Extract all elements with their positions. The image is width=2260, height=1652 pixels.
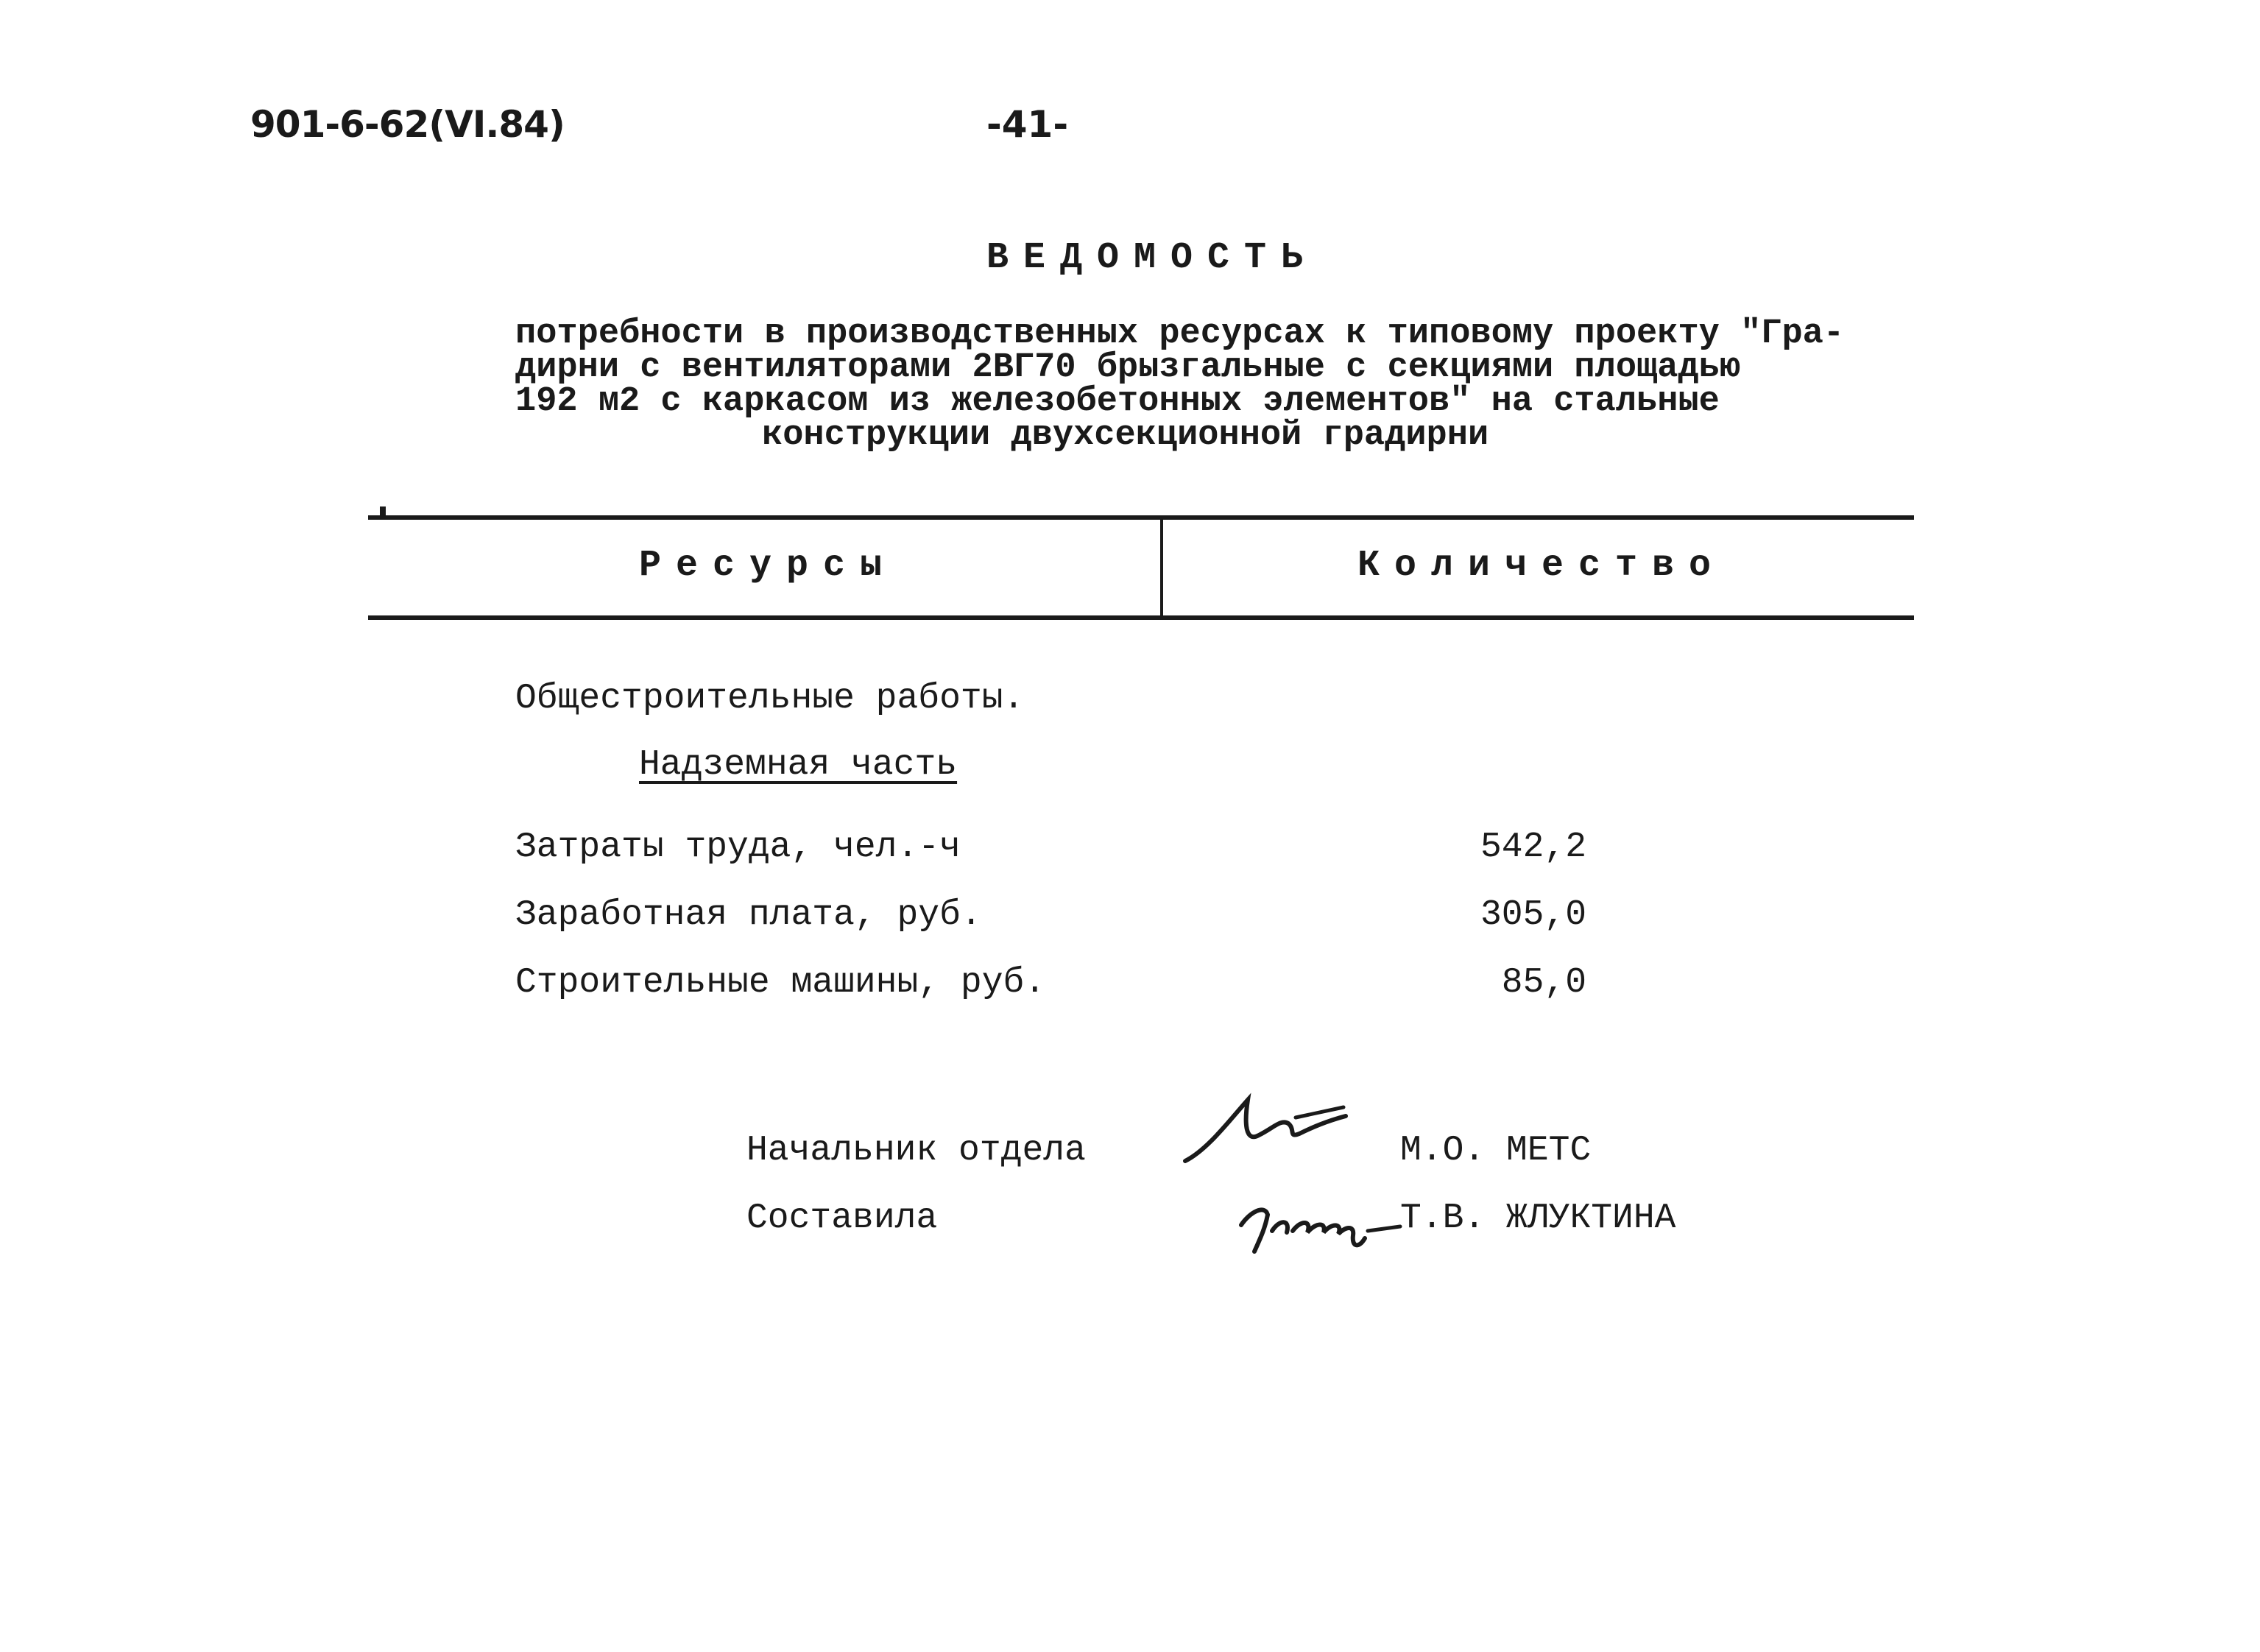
subtitle-line-1: потребности в производственных ресурсах к типовому проекту "Гра- [515, 314, 1845, 353]
column-divider [1160, 519, 1163, 616]
subtitle-line-4: конструкции двухсекционной градирни [762, 416, 1489, 455]
row-label-labor: Затраты труда, чел.-ч [515, 827, 961, 867]
column-header-quantity: Количество [1357, 545, 1726, 587]
signature-role-compiler: Составила [746, 1199, 938, 1238]
table-top-rule [368, 515, 1914, 520]
signature-name-compiler: Т.В. ЖЛУКТИНА [1400, 1199, 1676, 1238]
handwritten-signature-2 [1235, 1190, 1405, 1256]
row-value-wages: 305,0 [1480, 895, 1586, 935]
subtitle-line-3: 192 м2 с каркасом из железобетонных элементов" на стальные [515, 382, 1720, 421]
subtitle-line-2: дирни с вентиляторами 2ВГ70 брызгальные с секциями площадью [515, 348, 1741, 387]
row-value-labor: 542,2 [1480, 827, 1586, 867]
subsection-title: Надземная часть [639, 745, 958, 785]
handwritten-signature-1 [1178, 1091, 1355, 1172]
signature-name-head: М.О. МЕТС [1400, 1131, 1592, 1171]
row-value-machines: 85,0 [1501, 963, 1586, 1003]
column-header-resources: Ресурсы [639, 545, 897, 587]
document-code: 901-6-62(VI.84) [250, 103, 565, 146]
page-number: -41- [986, 103, 1069, 146]
table-header-bottom-rule [368, 615, 1914, 620]
signature-role-head: Начальник отдела [746, 1131, 1086, 1171]
section-title: Общестроительные работы. [515, 679, 1025, 719]
row-label-machines: Строительные машины, руб. [515, 963, 1046, 1003]
document-title: ВЕДОМОСТЬ [986, 237, 1318, 279]
row-label-wages: Заработная плата, руб. [515, 895, 982, 935]
